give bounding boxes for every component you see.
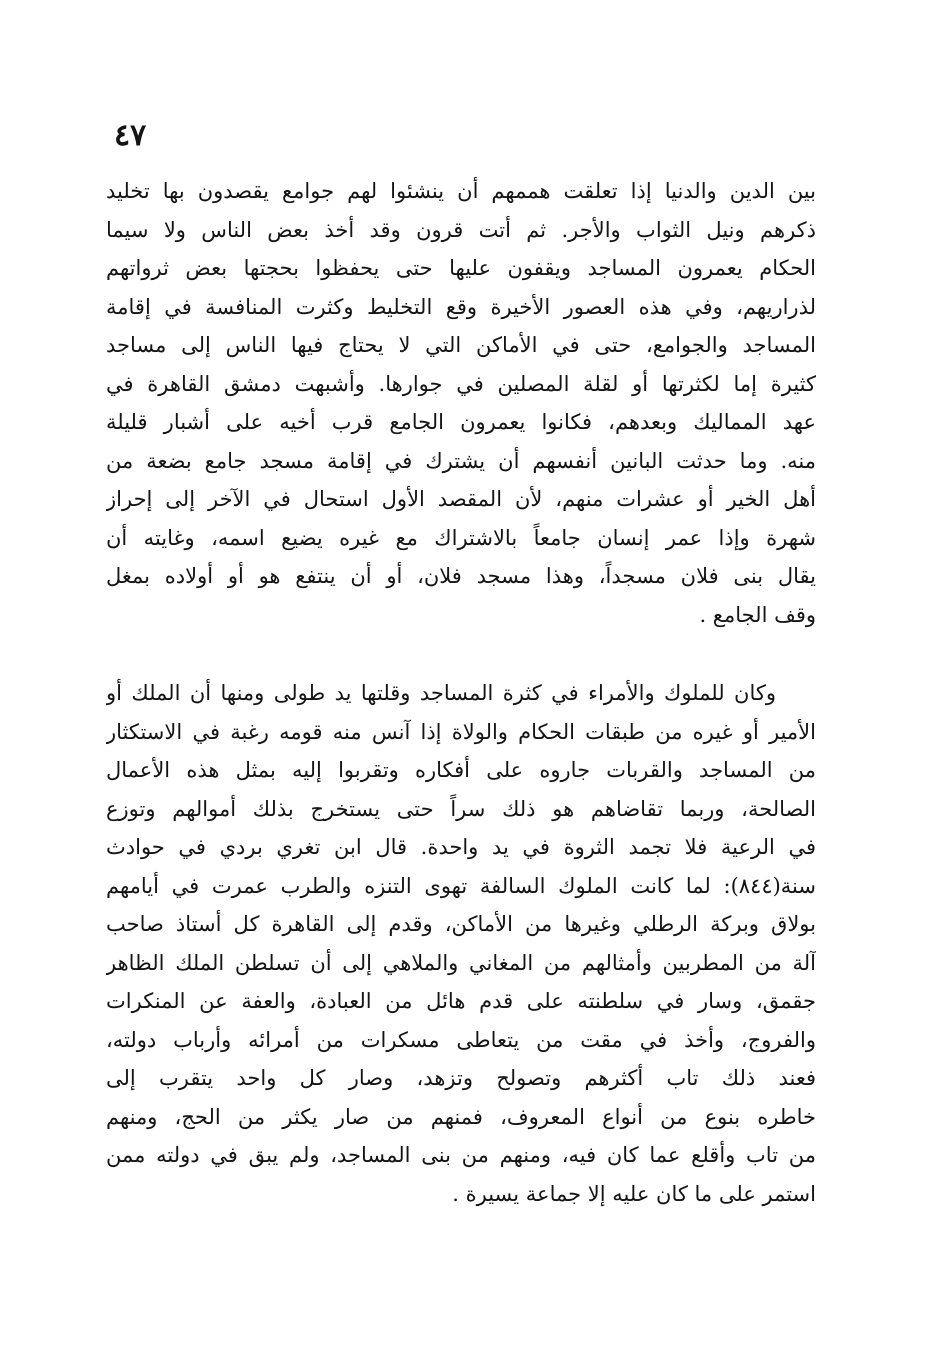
text-line: شهرة وإذا عمر إنسان جامعاً بالاشتراك مع غيره يضيع اسمه، وغايته أن: [106, 525, 816, 550]
text-line: والفروج، وأخذ في مقت من يتعاطى مسكرات من أمرائه وأرباب دولته،: [106, 1027, 816, 1052]
text-line: منه. وما حدثت البانين أنفسهم أن يشترك في إقامة مسجد جامع بضعة من: [106, 448, 816, 473]
text-line: المساجد والجوامع، حتى في الأماكن التي لا يحتاج فيها الناس إلى مساجد: [106, 333, 816, 357]
text-line: الأمير أو غيره من طبقات الحكام والولاة إذا آنس منه قومه رغبة في الاستكثار: [106, 719, 816, 744]
paragraph-1: [106, 172, 816, 634]
paragraph-2: [106, 674, 816, 1213]
text-line: يقال بنى فلان مسجداً، وهذا مسجد فلان، أو أن ينتفع هو أو أولاده بمغل: [106, 564, 816, 588]
text-line: الصالحة، وربما تقاضاهم هو ذلك سراً حتى يستخرج بذلك أموالهم وتوزع: [106, 796, 816, 821]
paragraph-spacer: [106, 634, 816, 674]
text-line: فعند ذلك تاب أكثرهم وتصولح وتزهد، وصار كل واحد يتقرب إلى: [106, 1066, 816, 1090]
text-line: أهل الخير أو عشرات منهم، لأن المقصد الأول استحال في الآخر إلى إحراز: [106, 487, 816, 511]
text-line: لذراريهم، وفي هذه العصور الأخيرة وقع التخليط وكثرت المنافسة في إقامة: [106, 294, 816, 319]
text-line: سنة(٨٤٤): لما كانت الملوك السالفة تهوى التنزه والطرب عمرت في أيامهم: [106, 873, 816, 898]
text-line: جقمق، وسار في سلطنته على قدم هائل من العبادة، والعفة عن المنكرات: [106, 989, 816, 1013]
text-line: خاطره بنوع من أنواع المعروف، فمنهم من صار يكثر من الحج، ومنهم: [106, 1104, 816, 1129]
text-line: بين الدين والدنيا إذا تعلقت هممهم أن ينشئوا لهم جوامع يقصدون بها تخليد: [106, 179, 816, 203]
text-line: الحكام يعمرون المساجد ويقفون عليها حتى يحفظوا بحجتها بعض ثرواتهم: [106, 256, 816, 280]
text-line: وكان للملوك والأمراء في كثرة المساجد وقلتها يد طولى ومنها أن الملك أو: [106, 681, 776, 705]
text-line: ذكرهم ونيل الثواب والأجر. ثم أتت قرون وقد أخذ بعض الناس ولا سيما: [106, 217, 816, 242]
text-line: من المساجد والقربات جاروه على أفكاره وتقربوا إليه بمثل هذه الأعمال: [106, 758, 816, 782]
text-line: في الرعية فلا تجمد الثروة في يد واحدة. قال ابن تغري بردي في حوادث: [106, 835, 816, 859]
text-line: بولاق وبركة الرطلي وغيرها من الأماكن، وقدم إلى القاهرة كل أستاذ صاحب: [106, 912, 816, 936]
text-line: من تاب وأقلع عما كان فيه، ومنهم من بنى المساجد، ولم يبق في دولته ممن: [106, 1143, 816, 1167]
page-number: ٤٧: [114, 118, 147, 153]
text-line: عهد المماليك وبعدهم، فكانوا يعمرون الجامع قرب أخيه على أشبار قليلة: [106, 410, 816, 434]
text-line: كثيرة إما لكثرتها أو لقلة المصلين في جوارها. وأشبهت دمشق القاهرة في: [106, 371, 816, 396]
text-line: وقف الجامع .: [699, 602, 816, 627]
page-body: [106, 172, 816, 1213]
text-line: آلة من المطربين وأمثالهم من المغاني والملاهي إلى أن تسلطن الملك الظاهر: [106, 950, 816, 975]
text-line: استمر على ما كان عليه إلا جماعة يسيرة .: [452, 1181, 816, 1206]
